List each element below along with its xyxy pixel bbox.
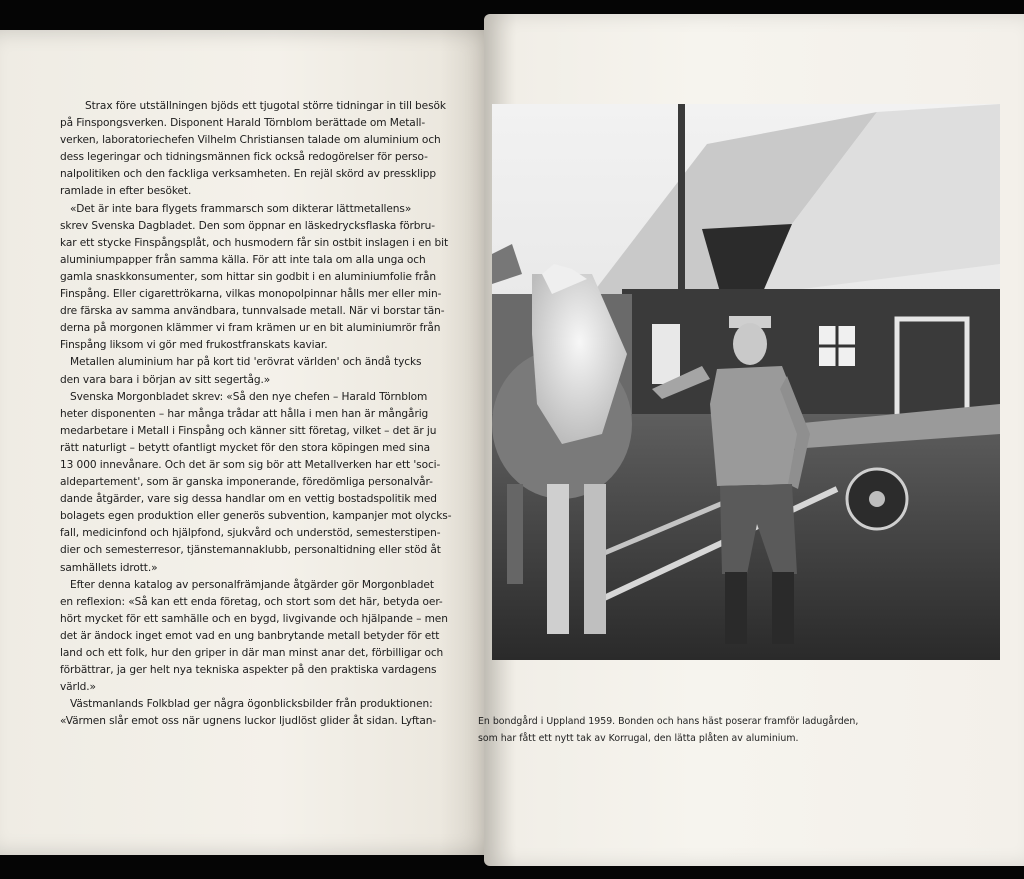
text-line: hört mycket för ett samhälle och en bygd, livgivande och hjälpande – men <box>60 612 448 625</box>
text-line: Västmanlands Folkblad ger några ögonblicksbilder från produktionen: <box>70 698 433 711</box>
text-line: Finspång liksom vi gör med frukostfranskats kaviar. <box>60 339 328 352</box>
text-line: värld.» <box>60 681 96 694</box>
photo-caption <box>478 714 858 747</box>
text-line: Svenska Morgonbladet skrev: «Så den nye chefen – Harald Törnblom <box>70 390 428 403</box>
text-line: «Värmen slår emot oss när ugnens luckor ljudlöst glider åt sidan. Lyftan- <box>60 715 437 728</box>
small-door <box>652 324 680 384</box>
text-line: den vara bara i början av sitt segertåg.» <box>60 373 271 386</box>
text-line: kar ett stycke Finspångsplåt, och husmodern får sin ostbit inslagen i en bit <box>60 236 449 249</box>
text-line: dande åtgärder, vare sig dessa handlar om en vettig bostadspolitik med <box>60 493 437 506</box>
text-line: dier och semesterresor, tjänstemannaklubb, personaltidning eller stöd åt <box>60 544 441 557</box>
text-line: En bondgård i Uppland 1959. Bonden och hans häst poserar framför ladugården, <box>478 716 859 727</box>
horse-leg-front-right <box>584 484 606 634</box>
text-line: Metallen aluminium har på kort tid 'erövrat världen' och ändå tycks <box>70 356 422 369</box>
text-line: samhällets idrott.» <box>60 561 158 574</box>
text-line: land och ett folk, hur den griper in där man minst anar det, förbilligar och <box>60 647 444 659</box>
text-line: verken, laboratoriechefen Vilhelm Christiansen talade om aluminium och <box>60 134 441 147</box>
text-line: «Det är inte bara flygets frammarsch som dikterar lättmetallens» <box>70 202 412 215</box>
text-line: förbättrar, ja ger helt nya tekniska aspekter på den praktiska vardagens <box>60 664 437 677</box>
text-line: gamla snaskkonsumenter, som hittar sin godbit i en aluminiumfolie från <box>60 270 437 283</box>
text-line: Finspång. Eller cigarettrökarna, vilkas monopolpinnar hålls mer eller min- <box>60 288 442 301</box>
text-line: rätt naturligt – betytt ofantligt mycket för den stora köpingen med sina <box>60 441 430 454</box>
text-line: en reflexion: «Så kan ett enda företag, och stort som det här, betyda oer- <box>60 595 443 608</box>
utility-pole <box>678 104 685 304</box>
text-line: dre färska av samma användbara, tunnvalsade metall. När vi borstar tän- <box>60 305 445 318</box>
photograph-illustration <box>492 104 1000 660</box>
text-line: bolagets egen produktion eller generös subvention, kampanjer mot olycks- <box>60 510 452 523</box>
text-line: Strax före utställningen bjöds ett tjugotal större tidningar in till besök <box>85 100 446 112</box>
text-line: 13 000 innevånare. Och det är som sig bör att Metallverken har ett 'soci- <box>60 458 441 471</box>
text-line: nalpolitiken och den fackliga verksamheten. En rejäl skörd av pressklipp <box>60 168 437 181</box>
text-line: dess legeringar och tidningsmännen fick också redogörelser för perso- <box>60 151 428 164</box>
body-text-column <box>60 98 462 730</box>
text-line: aldepartement', som är ganska imponerande, föredömliga personalvår- <box>60 476 433 489</box>
text-line: som har fått ett nytt tak av Korrugal, den lätta plåten av aluminium. <box>478 732 799 744</box>
text-line: medarbetare i Metall i Finspång och känner sitt företag, vilket – det är ju <box>60 424 437 437</box>
text-line: fall, medicinfond och hjälpfond, sjukvård och understöd, semesterstipen- <box>60 527 441 540</box>
text-line: Efter denna katalog av personalfrämjande åtgärder gör Morgonbladet <box>70 578 434 591</box>
text-line: aluminiumpapper från samma källa. För att inte tala om alla unga och <box>60 253 426 266</box>
text-line: ramlade in efter besöket. <box>60 185 192 198</box>
text-line: heter disponenten – har många trådar att hålla i men han är mångårig <box>60 407 429 420</box>
text-line: det är ändock inget emot vad en ung banbrytande metall betyder för ett <box>60 629 440 642</box>
text-line: derna på morgonen klämmer vi fram krämen ur en bit aluminiumrör från <box>60 322 441 335</box>
text-line: skrev Svenska Dagbladet. Den som öppnar en läskedrycksflaska förbru- <box>60 219 435 232</box>
farm-photograph <box>492 104 1000 660</box>
text-line: på Finspongsverken. Disponent Harald Törnblom berättade om Metall- <box>60 117 426 130</box>
horse-leg-front <box>547 484 569 634</box>
